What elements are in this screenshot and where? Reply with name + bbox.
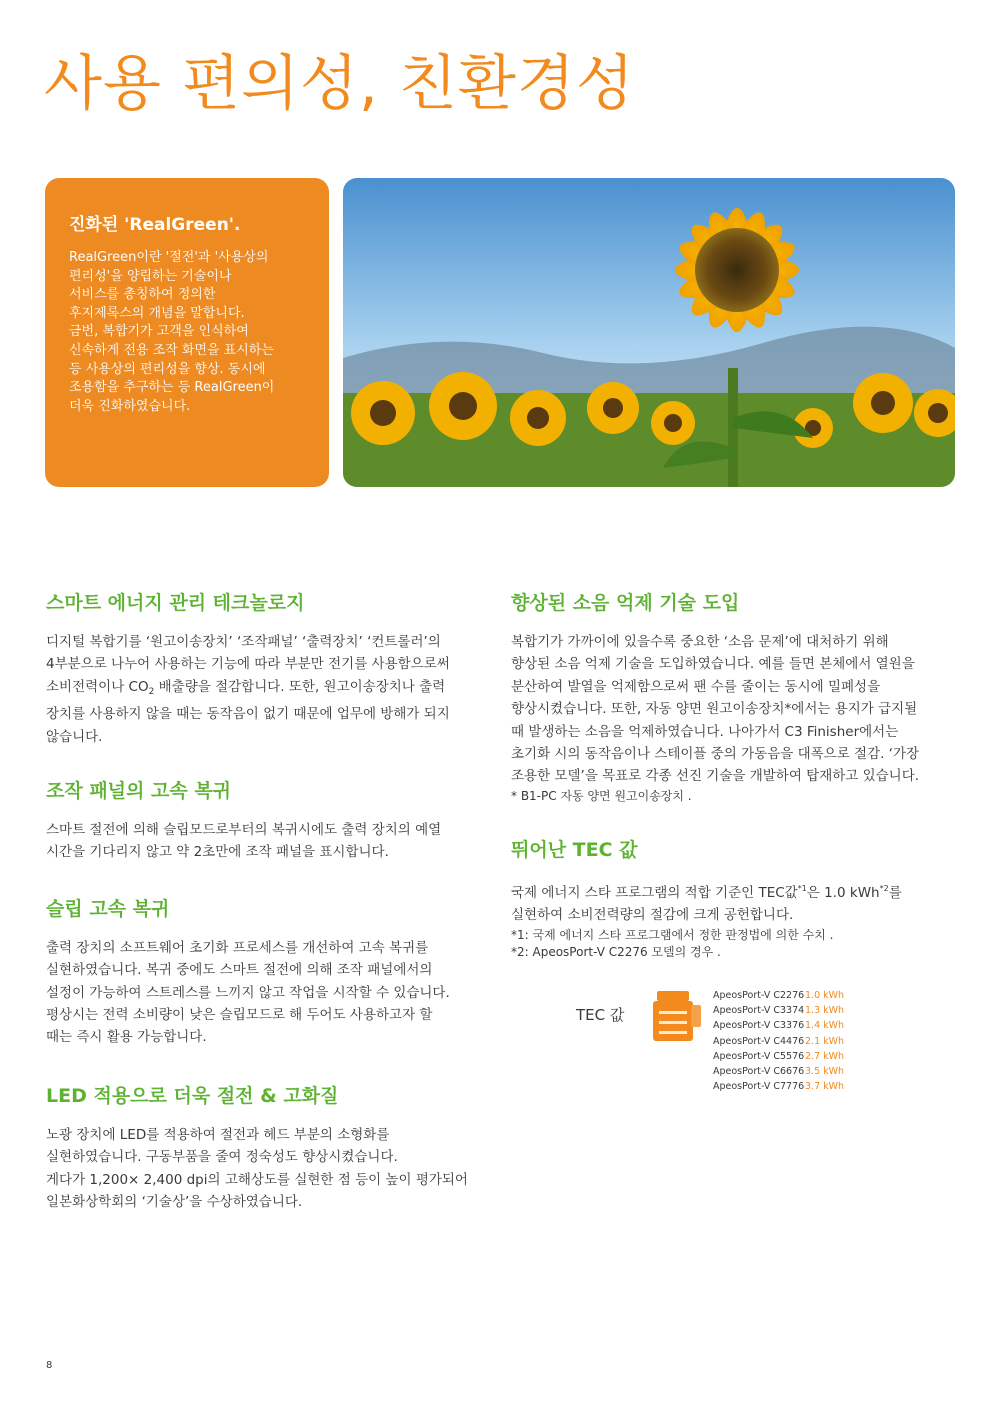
tec-line: 실현하여 소비전력량의 절감에 크게 공헌합니다.	[511, 907, 794, 924]
sunflower-photo	[343, 178, 955, 487]
noise-line: 복합기가 가까이에 있을수록 중요한 ‘소음 문제’에 대처하기 위해	[511, 634, 889, 650]
intro-line: 신속하게 전용 조작 화면을 표시하는	[69, 342, 274, 358]
smart-energy-line: 디지털 복합기를 ‘원고이송장치’ ‘조작패널’ ‘출력장치’ ‘컨트롤러’의	[46, 634, 441, 650]
intro-line: 서비스를 총칭하여 정의한	[69, 287, 216, 303]
sleep-recovery-heading: 슬립 고속 복귀	[46, 897, 170, 920]
tec-model-list	[713, 988, 844, 1094]
led-line: 게다가 1,200× 2,400 dpi의 고해상도를 실현한 점 등이 높이 평가되어	[46, 1171, 468, 1188]
printer-icon	[651, 987, 703, 1047]
noise-line: 향상된 소음 억제 기술을 도입하였습니다. 예를 들면 본체에서 열원을	[511, 656, 915, 673]
panel-recovery-line: 시간을 기다리지 않고 약 2초만에 조작 패널을 표시합니다.	[46, 844, 389, 861]
page-number: 8	[46, 1360, 53, 1371]
intro-line: 등 사용상의 편리성을 향상. 동시에	[69, 361, 266, 377]
noise-footnote: * B1-PC 자동 양면 원고이송장치 .	[511, 788, 692, 803]
noise-line: 조용한 모델’을 목표로 각종 선진 기술을 개발하여 탑재하고 있습니다.	[511, 768, 920, 785]
led-line: 실현하였습니다. 구동부품을 줄여 정숙성도 향상시켰습니다.	[46, 1149, 398, 1166]
smart-energy-line: 장치를 사용하지 않을 때는 동작음이 없기 때문에 업무에 방해가 되지	[46, 706, 450, 723]
sleep-recovery-line: 출력 장치의 소프트웨어 초기화 프로세스를 개선하여 고속 복귀를	[46, 939, 429, 956]
sleep-recovery-line: 설정이 가능하여 스트레스를 느끼지 않고 작업을 시작할 수 있습니다.	[46, 984, 450, 1001]
sleep-recovery-line: 평상시는 전력 소비량이 낮은 슬립모드로 해 두어도 사용하고자 할	[46, 1007, 433, 1024]
intro-line: 후지제록스의 개념을 말합니다.	[69, 305, 245, 321]
sleep-recovery-line: 때는 즉시 활용 가능합니다.	[46, 1029, 207, 1046]
led-line: 노광 장치에 LED를 적용하여 절전과 헤드 부분의 소형화를	[46, 1126, 390, 1143]
tec-row: ApeosPort-V C22761.0 kWh	[713, 990, 845, 1001]
tec-line: 국제 에너지 스타 프로그램의 적합 기준인 TEC값$^{*1}$은 1.0 kWh$^{*2}$를	[511, 883, 902, 901]
noise-line: 분산하여 발열을 억제함으로써 팬 수를 줄이는 동시에 밀폐성을	[511, 678, 881, 695]
tec-row: ApeosPort-V C44762.1 kWh	[713, 1035, 845, 1047]
intro-line: 편리성'을 양립하는 기술이나	[69, 268, 232, 284]
smart-energy-line: 소비전력이나 $CO_2$ 배출량을 절감합니다. 또한, 원고이송장치나 출력	[46, 678, 446, 697]
intro-heading: 진화된 'RealGreen'.	[69, 215, 241, 235]
tec-footnote: *1: 국제 에너지 스타 프로그램에서 정한 판정법에 의한 수치 .	[511, 927, 834, 942]
panel-recovery-heading: 조작 패널의 고속 복귀	[46, 780, 232, 803]
intro-line: RealGreen이란 '절전'과 '사용상의	[69, 250, 269, 265]
noise-line: 때 발생하는 소음을 억제하였습니다. 나아가서 C3 Finisher에서는	[511, 723, 899, 740]
tec-heading: 뛰어난 TEC 값	[511, 838, 638, 861]
tec-row: ApeosPort-V C33761.4 kWh	[713, 1020, 845, 1032]
sleep-recovery-line: 실현하였습니다. 복귀 중에도 스마트 절전에 의해 조작 패널에서의	[46, 962, 433, 979]
tec-row: ApeosPort-V C33741.3 kWh	[713, 1005, 845, 1017]
tec-footnote: *2: ApeosPort-V C2276 모델의 경우 .	[511, 944, 721, 959]
right-column	[511, 588, 961, 961]
tec-row: ApeosPort-V C77763.7 kWh	[713, 1081, 845, 1093]
left-column	[46, 588, 496, 1214]
led-heading: LED 적용으로 더욱 절전 & 고화질	[46, 1084, 339, 1107]
led-line: 일본화상학회의 ‘기술상’을 수상하였습니다.	[46, 1194, 303, 1211]
tec-value-label: TEC 값	[576, 1006, 625, 1024]
tec-row: ApeosPort-V C66763.5 kWh	[713, 1066, 845, 1078]
panel-recovery-line: 스마트 절전에 의해 슬립모드로부터의 복귀시에도 출력 장치의 예열	[46, 822, 442, 839]
noise-line: 향상시켰습니다. 또한, 자동 양면 원고이송장치*에서는 용지가 급지될	[511, 701, 918, 718]
smart-energy-heading: 스마트 에너지 관리 테크놀로지	[46, 592, 305, 614]
smart-energy-line: 4부분으로 나누어 사용하는 기능에 따라 부분만 전기를 사용함으로써	[46, 656, 450, 673]
page-title: 사용 편의성, 친환경성	[44, 49, 635, 119]
intro-line: 금번, 복합기가 고객을 인식하여	[69, 324, 249, 340]
intro-line: 더욱 진화하였습니다.	[69, 398, 191, 414]
smart-energy-line: 않습니다.	[46, 728, 103, 745]
tec-row: ApeosPort-V C55762.7 kWh	[713, 1050, 845, 1062]
intro-line: 조용함을 추구하는 등 RealGreen이	[69, 380, 275, 396]
noise-line: 초기화 시의 동작음이나 스테이플 중의 가동음을 대폭으로 절감. ‘가장	[511, 746, 920, 763]
realgreen-intro-box	[45, 178, 329, 487]
noise-heading: 향상된 소음 억제 기술 도입	[511, 592, 740, 614]
